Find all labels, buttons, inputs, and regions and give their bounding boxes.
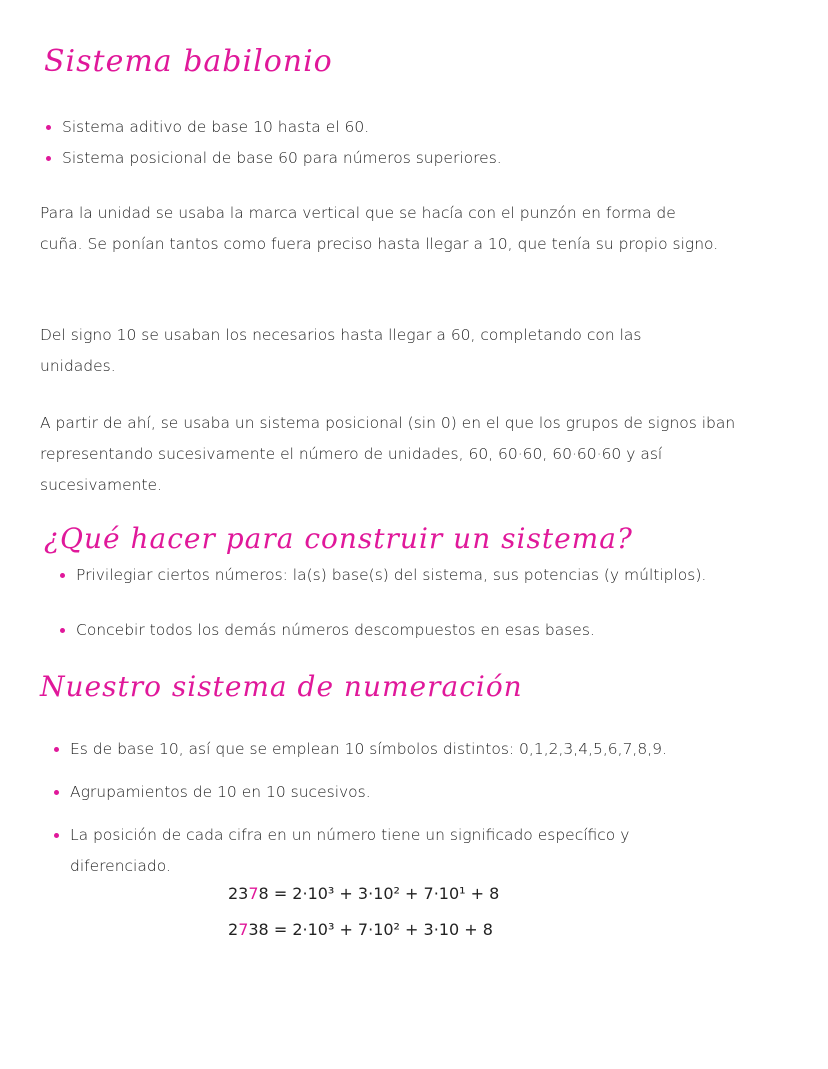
list-item: Sistema posicional de base 60 para números superiores. <box>44 143 502 174</box>
list-item: La posición de cada cifra en un número tiene un significado específico y diferenciado. <box>52 820 710 882</box>
paragraph-signo-10: Del signo 10 se usaban los necesarios hasta llegar a 60, completando con las unidades. <box>40 326 642 375</box>
title-sistema-babilonio: Sistema babilonio <box>44 44 333 79</box>
title-construir-sistema: ¿Qué hacer para construir un sistema? <box>44 522 633 555</box>
bullet-icon <box>54 790 59 795</box>
bullet-icon <box>54 747 59 752</box>
bullet-icon <box>60 628 65 633</box>
title-nuestro-sistema: Nuestro sistema de numeración <box>40 670 523 703</box>
formula-2738: 2738 = 2·10³ + 7·10² + 3·10 + 8 <box>228 920 493 939</box>
bullet-icon <box>46 156 51 161</box>
list-item: Sistema aditivo de base 10 hasta el 60. <box>44 112 502 143</box>
paragraph-posicional: A partir de ahí, se usaba un sistema posicional (sin 0) en el que los grupos de signos iban representando sucesivamente el número de unidades, 60, 60·60, 60·60·60 y así sucesivamente. <box>40 414 736 494</box>
bullet-icon <box>54 833 59 838</box>
highlighted-digit: 7 <box>248 884 259 903</box>
bullet-icon <box>60 573 65 578</box>
paragraph-unidad: Para la unidad se usaba la marca vertical que se hacía con el punzón en forma de cuña. Se ponían tantos como fuera preciso hasta llegar a 10, que tenía su propio signo. <box>40 204 719 253</box>
highlighted-digit: 7 <box>238 920 249 939</box>
list-item: Concebir todos los demás números descompuestos en esas bases. <box>58 615 706 646</box>
construir-bullets <box>58 560 706 646</box>
bullet-icon <box>46 125 51 130</box>
babylonian-bullets <box>44 112 502 174</box>
list-item: Agrupamientos de 10 en 10 sucesivos. <box>52 777 710 808</box>
list-item: Privilegiar ciertos números: la(s) base(s) del sistema, sus potencias (y múltiplos). <box>58 560 706 591</box>
formula-2378: 2378 = 2·10³ + 3·10² + 7·10¹ + 8 <box>228 884 500 903</box>
numeracion-bullets <box>52 734 710 882</box>
list-item: Es de base 10, así que se emplean 10 símbolos distintos: 0,1,2,3,4,5,6,7,8,9. <box>52 734 710 765</box>
